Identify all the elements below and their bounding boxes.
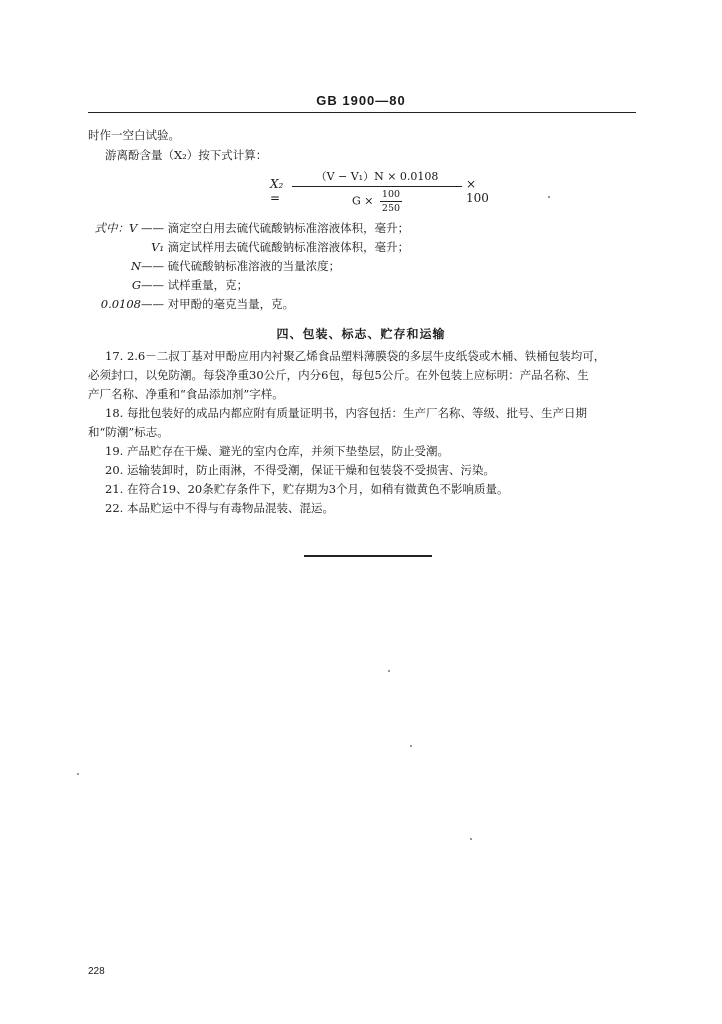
definition-row: [88, 297, 294, 311]
scan-speck: [77, 773, 79, 775]
definition-row: [88, 259, 340, 273]
formula-lhs: X₂ =: [270, 177, 284, 205]
clause-21: 21. 在符合19、20条贮存条件下，贮存期为3个月，如稍有微黄色不影响质量。: [105, 482, 509, 496]
formula-denominator: [292, 189, 462, 214]
section-title: 四、包装、标志、贮存和运输: [276, 327, 446, 341]
definition-symbol: V₁: [151, 240, 164, 254]
definition-text: 试样重量，克；: [167, 278, 249, 292]
definition-symbol: 0.0108——: [100, 297, 164, 311]
clause-17-line-2: 必须封口，以免防潮。每袋净重30公斤，内分6包，每包5公斤。在外包装上应标明：产品名称、生: [88, 368, 589, 382]
definition-text: 硫代硫酸钠标准溶液的当量浓度；: [167, 259, 341, 273]
clause-17-line-3: 产厂名称、净重和“食品添加剂”字样。: [88, 387, 284, 401]
scan-speck: [548, 196, 550, 198]
definition-text: 滴定试样用去硫代硫酸钠标准溶液体积，毫升；: [167, 240, 410, 254]
intro-line-1: 时作一空白试验。: [88, 128, 180, 142]
clause-19: 19. 产品贮存在干燥、避光的室内仓库，并须下垫垫层，防止受潮。: [105, 444, 449, 458]
denominator-prefix: G ×: [351, 194, 374, 208]
clause-18-line-2: 和“防潮”标志。: [88, 425, 169, 439]
formula-fraction: [292, 168, 462, 214]
formula-numerator: （V − V₁）N × 0.0108: [315, 170, 439, 183]
clause-17-line-1: 17. 2.6－二叔丁基对甲酚应用内衬聚乙烯食品塑料薄膜袋的多层牛皮纸袋或木桶、铁桶包装均可，: [105, 349, 606, 363]
inner-numerator: 100: [381, 189, 401, 200]
page-number: 228: [88, 966, 105, 977]
clause-18-line-1: 18. 每批包装好的成品内都应附有质量证明书，内容包括：生产厂名称、等级、批号、生产日期: [105, 406, 587, 420]
inner-denominator: 250: [381, 203, 401, 214]
formula-multiplier: × 100: [466, 177, 489, 205]
end-rule: [304, 555, 432, 557]
inner-fraction-bar: [380, 201, 402, 202]
definition-text: 对甲酚的毫克当量，克。: [167, 297, 295, 311]
definition-row: [88, 240, 409, 254]
definition-symbol: 式中：V ——: [94, 221, 164, 235]
inner-fraction: [380, 189, 402, 214]
definition-symbol: G——: [131, 278, 164, 292]
definition-row: [88, 221, 409, 235]
scan-speck: [470, 838, 472, 840]
fraction-bar: [292, 186, 462, 187]
clause-20: 20. 运输装卸时，防止雨淋，不得受潮，保证干燥和包装袋不受损害、污染。: [105, 463, 495, 477]
header-rule: [88, 112, 636, 113]
definition-symbol: N——: [130, 259, 164, 273]
definition-text: 滴定空白用去硫代硫酸钠标准溶液体积，毫升；: [167, 221, 410, 235]
clause-22: 22. 本品贮运中不得与有毒物品混装、混运。: [105, 501, 334, 515]
scan-speck: [410, 745, 412, 747]
intro-line-2: 游离酚含量（X₂）按下式计算：: [105, 148, 268, 162]
standard-code-header: GB 1900—80: [316, 93, 406, 108]
scan-speck: [388, 670, 390, 672]
definition-row: [88, 278, 248, 292]
